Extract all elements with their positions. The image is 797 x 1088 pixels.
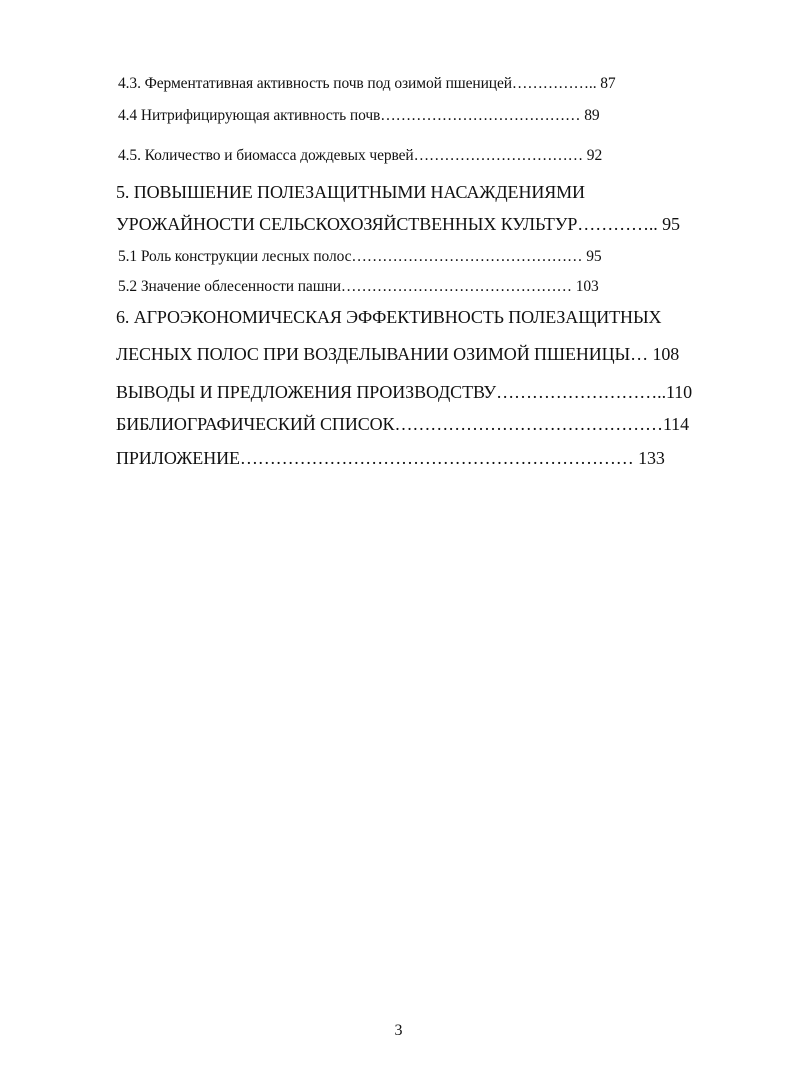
toc-appendix: ПРИЛОЖЕНИЕ………………………………………………………… 133 <box>116 448 665 468</box>
toc-conclusions: ВЫВОДЫ И ПРЕДЛОЖЕНИЯ ПРОИЗВОДСТВУ………………………..110 <box>116 382 693 402</box>
toc-chapter-5-title: 5. ПОВЫШЕНИЕ ПОЛЕЗАЩИТНЫМИ НАСАЖДЕНИЯМИ <box>116 182 585 202</box>
toc-chapter-5-title-cont: УРОЖАЙНОСТИ СЕЛЬСКОХОЗЯЙСТВЕННЫХ КУЛЬТУР………….. 95 <box>116 214 680 234</box>
toc-entry-4-3: 4.3. Ферментативная активность почв под озимой пшеницей…………….. 87 <box>118 75 616 92</box>
toc-entry-5-2: 5.2 Значение облесенности пашни……………………………………… 103 <box>118 278 599 295</box>
page-number: 3 <box>394 1022 403 1039</box>
toc-entry-4-4: 4.4 Нитрифицирующая активность почв………………………………… 89 <box>118 107 600 124</box>
toc-chapter-6-title: 6. АГРОЭКОНОМИЧЕСКАЯ ЭФФЕКТИВНОСТЬ ПОЛЕЗАЩИТНЫХ <box>116 307 662 327</box>
toc-entry-4-5: 4.5. Количество и биомасса дождевых червей…………………………… 92 <box>118 147 603 164</box>
toc-entry-5-1: 5.1 Роль конструкции лесных полос……………………………………… 95 <box>118 248 602 265</box>
toc-chapter-6-title-cont: ЛЕСНЫХ ПОЛОС ПРИ ВОЗДЕЛЫВАНИИ ОЗИМОЙ ПШЕНИЦЫ… 108 <box>116 344 680 364</box>
toc-bibliography: БИБЛИОГРАФИЧЕСКИЙ СПИСОК………………………………………114 <box>116 414 689 434</box>
